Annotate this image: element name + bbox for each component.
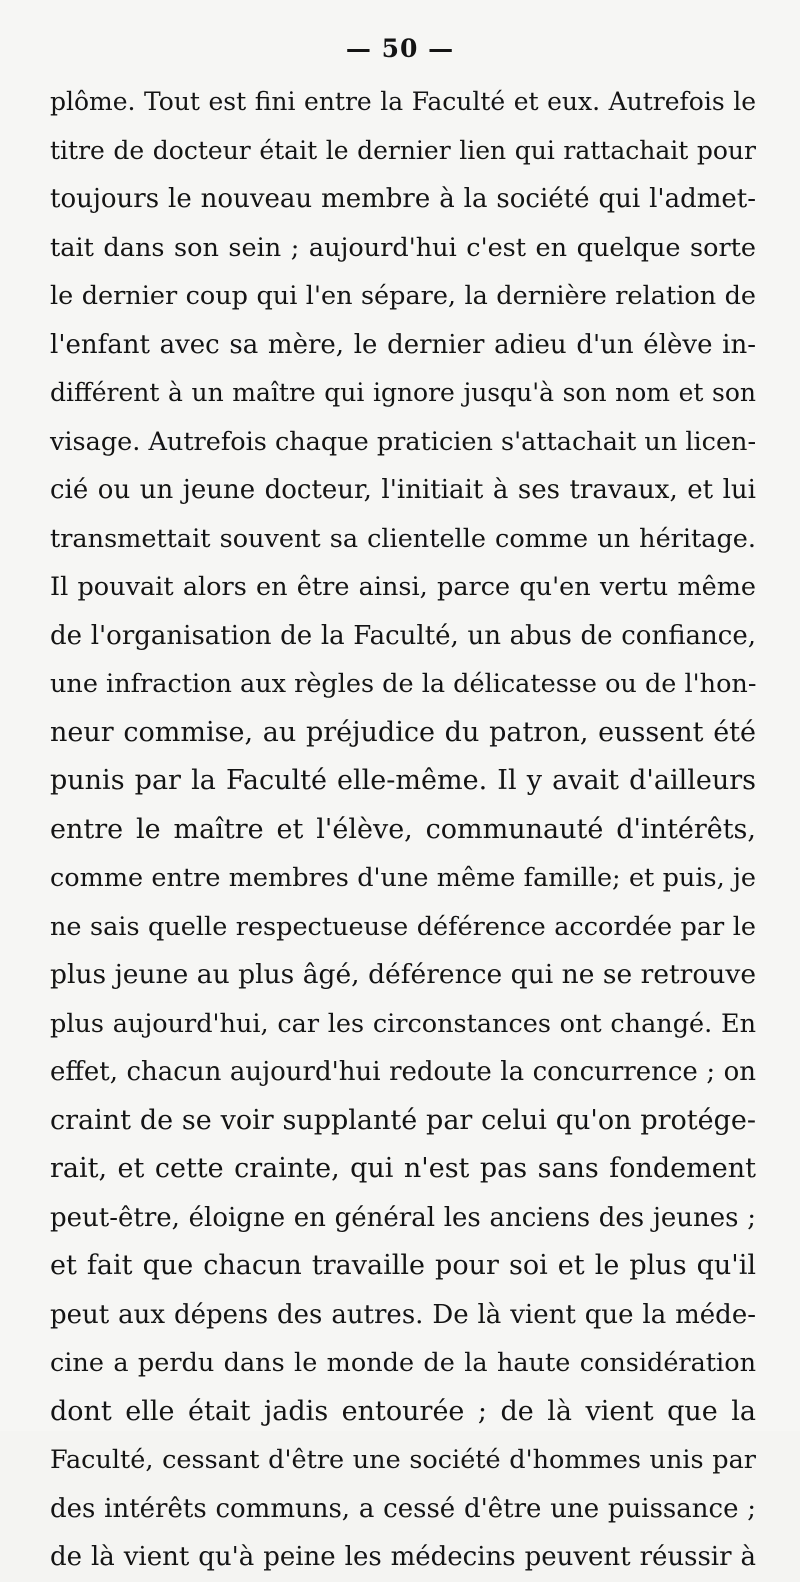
text-line: plus jeune au plus âgé, déférence qui ne se retrouve <box>50 959 756 990</box>
text-line: punis par la Faculté elle-même. Il y avait d'ailleurs <box>50 765 756 796</box>
text-line: transmettait souvent sa clientelle comme un héritage. <box>50 523 756 554</box>
page-number: — 50 — <box>345 34 455 63</box>
text-line: visage. Autrefois chaque praticien s'attachait un licen- <box>50 426 757 457</box>
text-line: rait, et cette crainte, qui n'est pas sans fondement <box>50 1153 756 1184</box>
text-line: une infraction aux règles de la délicatesse ou de l'hon- <box>50 669 757 699</box>
text-line: plôme. Tout est fini entre la Faculté et eux. Autrefois le <box>50 87 756 116</box>
text-line: le dernier coup qui l'en sépare, la dernière relation de <box>50 281 756 311</box>
text-line: Faculté, cessant d'être une société d'hommes unis par <box>50 1445 756 1475</box>
text-line: neur commise, au préjudice du patron, eussent été <box>50 716 756 748</box>
text-line: entre le maître et l'élève, communauté d'intérêts, <box>50 813 756 845</box>
text-line: de l'organisation de la Faculté, un abus de confiance, <box>50 620 756 651</box>
text-line: des intérêts communs, a cessé d'être une puissance ; <box>50 1493 756 1524</box>
text-line: peut aux dépens des autres. De là vient que la méde- <box>50 1299 756 1330</box>
text-line: comme entre membres d'une même famille; et puis, je <box>50 863 756 893</box>
text-line: cié ou un jeune docteur, l'initiait à ses travaux, et lui <box>50 475 756 505</box>
text-line: l'enfant avec sa mère, le dernier adieu d'un élève in- <box>50 329 756 360</box>
body-text <box>50 78 756 1582</box>
text-line: effet, chacun aujourd'hui redoute la concurrence ; on <box>50 1057 756 1087</box>
text-line: dont elle était jadis entourée ; de là vient que la <box>50 1395 756 1427</box>
text-line: cine a perdu dans le monde de la haute considération <box>50 1348 756 1378</box>
text-line: de là vient qu'à peine les médecins peuvent réussir à <box>50 1542 756 1572</box>
text-line: peut-être, éloigne en général les anciens des jeunes ; <box>50 1202 756 1233</box>
text-line: craint de se voir supplanté par celui qu'on protége- <box>50 1104 756 1136</box>
text-line: et fait que chacun travaille pour soi et le plus qu'il <box>50 1250 756 1281</box>
text-line: différent à un maître qui ignore jusqu'à son nom et son <box>50 378 756 407</box>
text-line: ne sais quelle respectueuse déférence accordée par le <box>50 911 756 942</box>
text-line: titre de docteur était le dernier lien qui rattachait pour <box>50 135 756 165</box>
text-line: plus aujourd'hui, car les circonstances ont changé. En <box>50 1008 756 1039</box>
text-line: toujours le nouveau membre à la société qui l'admet- <box>50 184 756 214</box>
text-line: Il pouvait alors en être ainsi, parce qu'en vertu même <box>50 572 756 602</box>
text-line: tait dans son sein ; aujourd'hui c'est en quelque sorte <box>50 232 756 263</box>
